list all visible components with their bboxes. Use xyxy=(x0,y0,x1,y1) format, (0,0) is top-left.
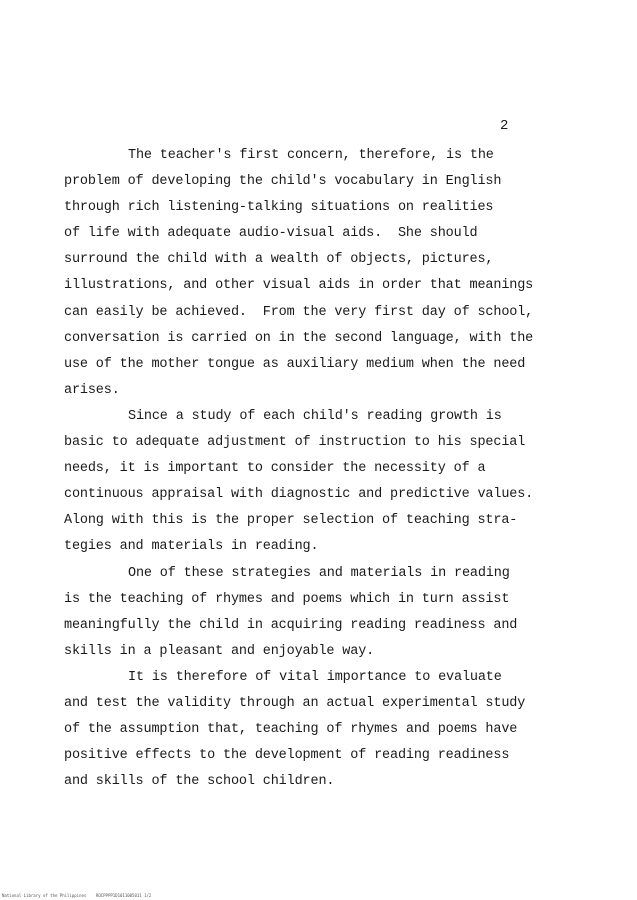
text-line: needs, it is important to consider the necessity of a xyxy=(64,461,486,477)
text-line: arises. xyxy=(64,382,120,398)
text-line: problem of developing the child's vocabulary in English xyxy=(64,174,502,190)
text-line: basic to adequate adjustment of instruction to his special xyxy=(64,435,526,451)
text-line: through rich listening-talking situations on realities xyxy=(64,200,494,216)
text-line: and test the validity through an actual experimental study xyxy=(64,695,526,711)
text-line: conversation is carried on in the second language, with the xyxy=(64,330,534,346)
text-line: illustrations, and other visual aids in order that meanings xyxy=(64,278,534,294)
text-line: skills in a pleasant and enjoyable way. xyxy=(64,643,375,659)
text-line: of life with adequate audio-visual aids. She should xyxy=(64,226,478,242)
text-line: The teacher's first concern, therefore, is the xyxy=(128,148,494,163)
text-line: surround the child with a wealth of objects, pictures, xyxy=(64,252,494,268)
text-line: is the teaching of rhymes and poems which in turn assist xyxy=(64,591,510,607)
text-line: Along with this is the proper selection of teaching stra- xyxy=(64,513,518,529)
text-line: and skills of the school children. xyxy=(64,774,335,790)
page-number: 2 xyxy=(500,118,509,134)
text-line: positive effects to the development of reading readiness xyxy=(64,748,510,764)
text-line: continuous appraisal with diagnostic and predictive values. xyxy=(64,487,534,503)
text-line: It is therefore of vital importance to evaluate xyxy=(128,669,502,685)
text-line: can easily be achieved. From the very first day of school, xyxy=(64,304,534,320)
text-line: One of these strategies and materials in reading xyxy=(128,565,510,581)
text-line: use of the mother tongue as auxiliary medium when the need xyxy=(64,356,526,372)
archive-footer: National Library of the Philippines ROCPPPP1D1011005011 1/2 xyxy=(2,893,152,898)
text-line: meaningfully the child in acquiring reading readiness and xyxy=(64,617,518,633)
text-line: Since a study of each child's reading growth is xyxy=(128,408,502,424)
document-body xyxy=(64,143,564,795)
text-line: tegies and materials in reading. xyxy=(64,539,319,555)
text-line: of the assumption that, teaching of rhymes and poems have xyxy=(64,722,518,738)
